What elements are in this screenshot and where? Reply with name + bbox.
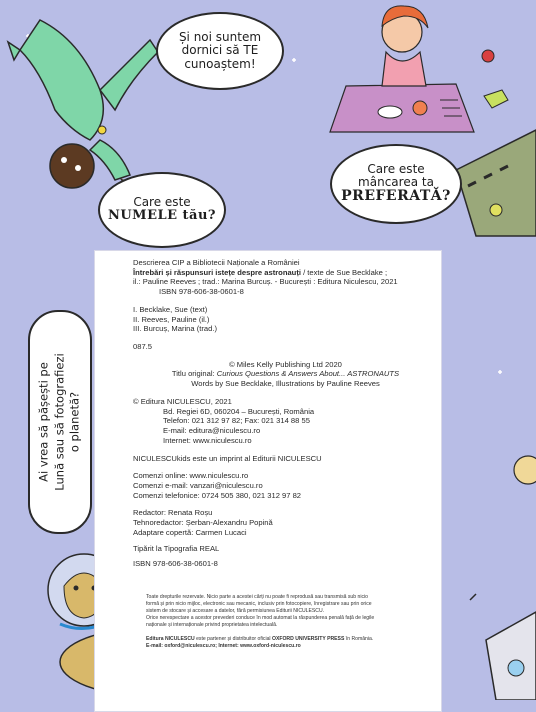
rights-line: Orice nerespectare a acestor prevederi conduce în mod automat la răspunderea penală față de legile [146, 614, 375, 621]
original-title [133, 369, 438, 379]
cip-title-bold: Întrebări și răspunsuri istețe despre astronauți [133, 267, 301, 277]
copyright-line: © Miles Kelly Publishing Ltd 2020 [229, 359, 342, 369]
cip-title [133, 268, 438, 278]
bubble-text: dornici să TE [181, 43, 259, 58]
rocket-illustration [486, 612, 536, 700]
partner-name: Editura NICULESCU [146, 636, 195, 642]
rights-line: naționale și internaționale privind proprietatea intelectuală. [146, 621, 278, 628]
original-title-label: Titlu original: [171, 369, 217, 379]
cip-isbn: ISBN 978-606-38-0601-8 [159, 287, 244, 297]
bubble-text: PREFERATĂ? [341, 188, 451, 205]
speech-bubble-moon [28, 310, 92, 534]
rights-line: formă și prin nicio mijloc, electronic sau mecanic, inclusiv prin fotocopiere, înregistrare sau prin orice [146, 600, 372, 607]
publisher-internet: Internet: www.niculescu.ro [163, 435, 252, 445]
imprint-text [133, 258, 438, 569]
original-credits: Words by Sue Becklake, Illustrations by Pauline Reeves [191, 379, 380, 389]
partner-oup: OXFORD UNIVERSITY PRESS [271, 636, 345, 642]
cip-title-rest: / texte de Sue Becklake ; [300, 267, 388, 277]
publisher-address: Bd. Regiei 6D, 060204 – București, România [163, 406, 315, 416]
bubble-text: o planetă? [67, 391, 82, 453]
astronaut-illustration [8, 20, 158, 188]
speech-bubble-meet [156, 12, 284, 90]
partner-contacts: E-mail: oxford@niculescu.ro; Internet: www.oxford-niculescu.ro [146, 642, 301, 649]
orders-email: Comenzi e-mail: vanzari@niculescu.ro [133, 480, 263, 490]
cip-entry: I. Becklake, Sue (text) [133, 304, 208, 314]
print-house: Tipărit la Tipografia REAL [133, 543, 220, 553]
cip-heading: Descrierea CIP a Bibliotecii Naționale a României [133, 258, 300, 267]
rights-line: Toate drepturile rezervate. Nicio parte a acestei cărți nu poate fi reprodusă sau transmisă sub nicio [146, 594, 368, 600]
rights-notice [146, 594, 442, 628]
bubble-text: NUMELE tău? [107, 208, 217, 224]
rights-line: sistem de stocare și accesare a datelor, fără permisiunea Editurii NICULESCU. [146, 607, 325, 614]
bubble-text: Și noi suntem [178, 30, 262, 45]
isbn-bottom: ISBN 978-606-38-0601-8 [133, 559, 218, 569]
speech-bubble-name [98, 172, 226, 248]
imprint-note: NICULESCUkids este un imprint al Editurii NICULESCU [133, 453, 322, 463]
cip-entry: II. Reeves, Pauline (il.) [133, 314, 210, 324]
planet-illustration [514, 456, 536, 484]
bubble-text: Ai vrea să pășești pe [36, 362, 51, 482]
partner-notice [146, 636, 442, 650]
staff-cover: Adaptare copertă: Carmen Lucaci [133, 527, 247, 537]
staff-tech: Tehnoredactor: Șerban-Alexandru Popină [133, 518, 273, 528]
girl-eating-illustration [330, 6, 508, 132]
cip-credits: il.: Pauline Reeves ; trad.: Marina Burcuș. - București : Editura Niculescu, 2021 [133, 277, 398, 287]
publisher-copyright: © Editura NICULESCU, 2021 [133, 396, 232, 406]
speech-bubble-food [330, 144, 462, 224]
bubble-text: Care este [367, 162, 425, 177]
orders-online: Comenzi online: www.niculescu.ro [133, 471, 249, 481]
partner-text: este partener și distribuitor oficial [194, 636, 272, 642]
original-title-value: Curious Questions & Answers About... ASTRONAUTS [216, 369, 400, 379]
bubble-text: mâncarea ta [358, 175, 434, 190]
publisher-email: E-mail: editura@niculescu.ro [163, 426, 261, 436]
partner-line [146, 636, 442, 643]
cip-entry: III. Burcuș, Marina (trad.) [133, 324, 217, 334]
orders-phone: Comenzi telefonice: 0724 505 380, 021 312 97 82 [133, 490, 302, 500]
space-station-illustration [456, 130, 536, 236]
staff-editor: Redactor: Renata Roșu [133, 508, 213, 518]
cip-code: 087.5 [133, 342, 153, 352]
partner-tail: în România. [344, 636, 374, 642]
bubble-text: cunoaștem! [184, 56, 256, 71]
publisher-phone: Telefon: 021 312 97 82; Fax: 021 314 88 55 [163, 416, 310, 426]
bubble-text: Care este [133, 195, 191, 210]
bubble-text: Lună sau să fotografiezi [52, 353, 67, 491]
